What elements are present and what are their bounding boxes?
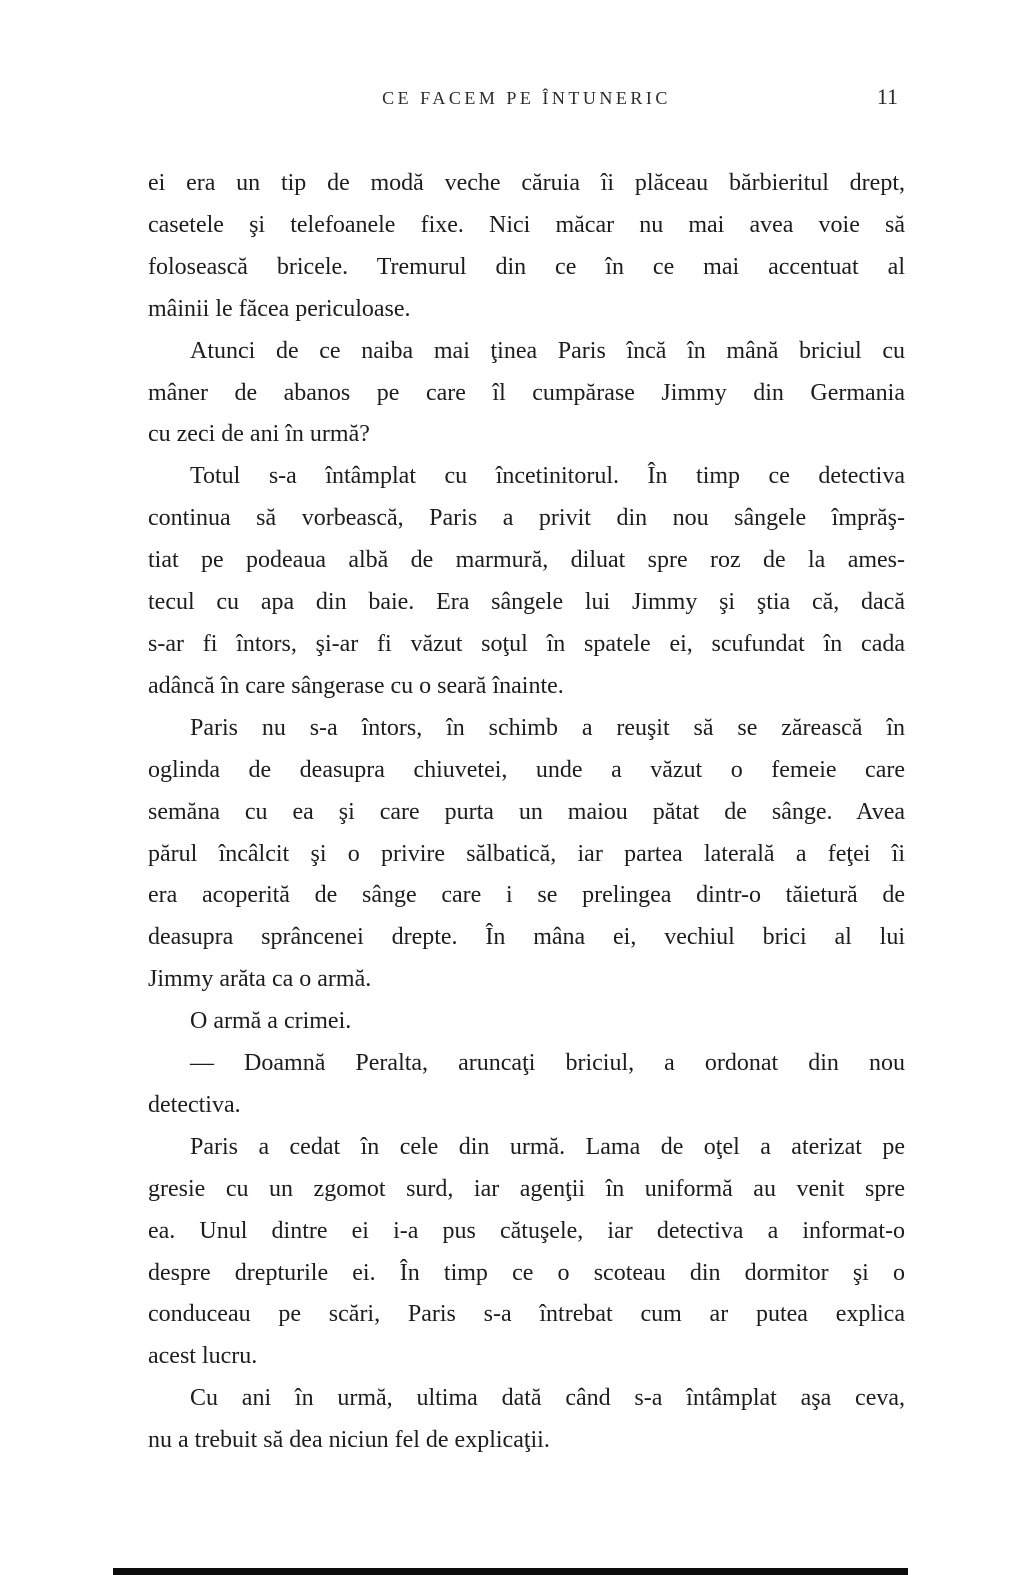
text-line: era acoperită de sânge care i se prelingea dintr-o tăietură de: [148, 882, 905, 909]
paragraph: [148, 163, 905, 331]
text-line: mâner de abanos pe care îl cumpărase Jimmy din Germania: [148, 379, 905, 406]
text-line: casetele şi telefoanele fixe. Nici măcar nu mai avea voie să: [148, 211, 905, 238]
paragraph: [148, 708, 905, 1001]
text-line: Cu ani în urmă, ultima dată când s-a întâmplat aşa ceva,: [190, 1385, 905, 1412]
text-line: Atunci de ce naiba mai ţinea Paris încă în mână briciul cu: [190, 337, 905, 364]
text-line: folosească bricele. Tremurul din ce în ce mai accentuat al: [148, 253, 905, 280]
text-line: tiat pe podeaua albă de marmură, diluat spre roz de la ames-: [148, 547, 905, 574]
paragraph: [148, 1127, 905, 1378]
paragraph: [148, 1001, 905, 1043]
text-line: tecul cu apa din baie. Era sângele lui Jimmy şi ştia că, dacă: [148, 589, 905, 616]
text-line: Totul s-a întâmplat cu încetinitorul. În timp ce detectiva: [190, 463, 905, 490]
text-line: gresie cu un zgomot surd, iar agenţii în uniformă au venit spre: [148, 1175, 905, 1202]
text-line: oglinda de deasupra chiuvetei, unde a văzut o femeie care: [148, 756, 905, 783]
page-number: 11: [876, 84, 898, 109]
text-line: continua să vorbească, Paris a privit din nou sângele împrăş-: [148, 505, 905, 532]
text-line: semăna cu ea şi care purta un maiou pătat de sânge. Avea: [148, 798, 905, 825]
text-line: ei era un tip de modă veche căruia îi plăceau bărbieritul drept,: [148, 170, 905, 196]
page-bottom-rule: [113, 1568, 908, 1575]
text-line: Jimmy arăta ca o armă.: [148, 966, 372, 993]
text-line: s-ar fi întors, şi-ar fi văzut soţul în spatele ei, scufundat în cada: [148, 630, 905, 657]
text-line: Paris a cedat în cele din urmă. Lama de oţel a aterizat pe: [190, 1133, 905, 1160]
text-line: Paris nu s-a întors, în schimb a reuşit să se zărească în: [190, 714, 905, 741]
paragraph: [148, 331, 905, 457]
paragraph: [148, 1378, 905, 1462]
text-line: ea. Unul dintre ei i-a pus cătuşele, iar detectiva a informat-o: [148, 1217, 905, 1244]
running-header: CE FACEM PE ÎNTUNERIC: [382, 88, 671, 108]
text-line: — Doamnă Peralta, aruncaţi briciul, a ordonat din nou: [190, 1050, 905, 1077]
paragraph: [148, 456, 905, 707]
text-line: părul încâlcit şi o privire sălbatică, iar partea laterală a feţei îi: [148, 840, 905, 867]
text-line: detectiva.: [148, 1091, 241, 1118]
text-line: nu a trebuit să dea niciun fel de explicaţii.: [148, 1427, 550, 1454]
text-block: [148, 163, 905, 1462]
text-line: despre drepturile ei. În timp ce o scoteau din dormitor şi o: [148, 1259, 905, 1286]
text-line: conduceau pe scări, Paris s-a întrebat cum ar putea explica: [148, 1301, 905, 1328]
text-line: mâinii le făcea periculoase.: [148, 295, 411, 322]
text-line: O armă a crimei.: [190, 1008, 352, 1035]
paragraph: [148, 1043, 905, 1127]
text-line: acest lucru.: [148, 1343, 258, 1370]
text-line: adâncă în care sângerase cu o seară înainte.: [148, 672, 564, 699]
text-line: deasupra sprâncenei drepte. În mâna ei, vechiul brici al lui: [148, 924, 905, 951]
text-line: cu zeci de ani în urmă?: [148, 421, 370, 448]
